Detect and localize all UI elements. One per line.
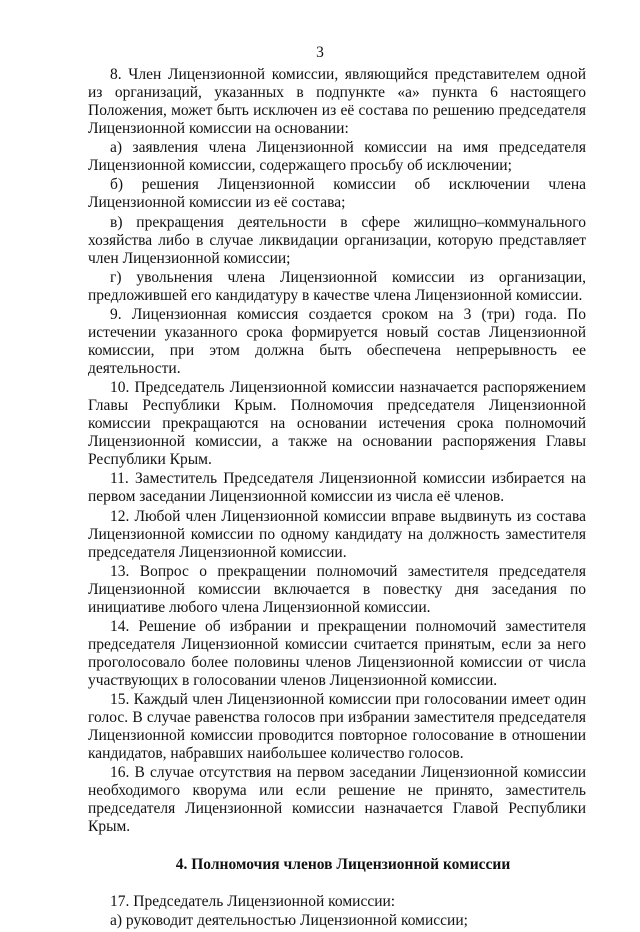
paragraph-11: 11. Заместитель Председателя Лицензионной комиссии избирается на первом заседании Лицензионной комиссии из числа её членов.	[88, 470, 586, 506]
paragraph-17a: а) руководит деятельностью Лицензионной комиссии;	[110, 912, 468, 930]
paragraph-15: 15. Каждый член Лицензионной комиссии при голосовании имеет один голос. В случае равенства голосов при избрании заместителя председателя Лицензионной комиссии проводится повторное голосование в отношении кандидатов, набравших наибольшее количество голосов.	[88, 691, 586, 763]
paragraph-9: 9. Лицензионная комиссия создается сроком на 3 (три) года. По истечении указанного срока формируется новый состав Лицензионной комиссии, при этом должна быть обеспечена непрерывность ее деятельности.	[88, 305, 586, 377]
paragraph-8: 8. Член Лицензионной комиссии, являющийся представителем одной из организаций, указанных в подпункте «а» пункта 6 настоящего Положения, может быть исключен из её состава по решению председателя Лицензионной комиссии на основании:	[88, 66, 586, 137]
section-heading: 4. Полномочия членов Лицензионной комиссии	[175, 856, 511, 874]
paragraph-8b: б) решения Лицензионной комиссии об исключении члена Лицензионной комиссии из её состава;	[88, 176, 586, 212]
paragraph-8a: а) заявления члена Лицензионной комиссии на имя председателя Лицензионной комиссии, содержащего просьбу об исключении;	[88, 139, 586, 175]
paragraph-13: 13. Вопрос о прекращении полномочий заместителя председателя Лицензионной комиссии включается в повестку дня заседания по инициативе любого члена Лицензионной комиссии.	[88, 562, 586, 616]
paragraph-10: 10. Председатель Лицензионной комиссии назначается распоряжением Главы Республики Крым. Полномочия председателя Лицензионной комиссии прекращаются на основании истечения срока полномочий Лицензионной комиссии, а также на основании распоряжения Главы Республики Крым.	[88, 379, 586, 469]
paragraph-8v: в) прекращения деятельности в сфере жилищно–коммунального хозяйства либо в случае ликвидации организации, которую представляет член Лицензионной комиссии;	[88, 213, 586, 267]
paragraph-17: 17. Председатель Лицензионной комиссии:	[110, 893, 396, 911]
document-body	[88, 66, 586, 932]
paragraph-14: 14. Решение об избрании и прекращении полномочий заместителя председателя Лицензионной комиссии считается принятым, если за него проголосовало более половины членов Лицензионной комиссии от числа участвующих в голосовании членов Лицензионной комиссии.	[88, 617, 586, 689]
page-number: 3	[316, 44, 324, 61]
paragraph-8g: г) увольнения члена Лицензионной комиссии из организации, предложившей его кандидатуру в качестве члена Лицензионной комиссии.	[88, 268, 586, 304]
paragraph-16: 16. В случае отсутствия на первом заседании Лицензионной комиссии необходимого кворума или если решение не принято, заместитель председателя Лицензионной комиссии назначается Главой Республики Крым.	[88, 764, 586, 836]
paragraph-12: 12. Любой член Лицензионной комиссии вправе выдвинуть из состава Лицензионной комиссии по одному кандидату на должность заместителя председателя Лицензионной комиссии.	[88, 507, 586, 561]
